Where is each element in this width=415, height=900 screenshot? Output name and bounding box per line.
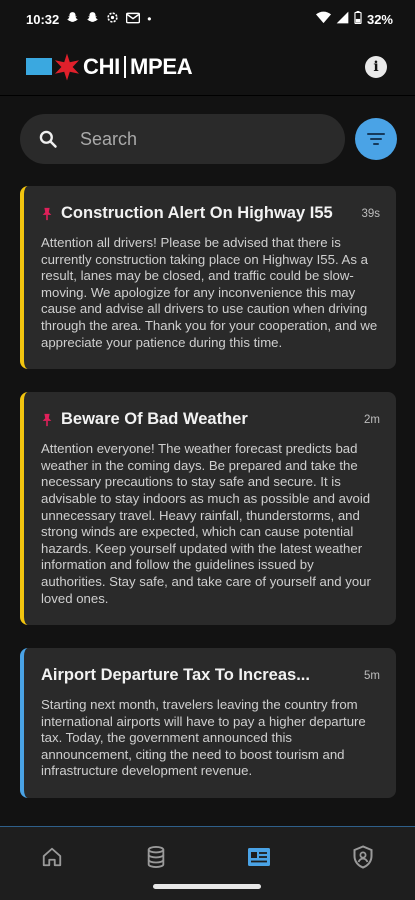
home-icon (41, 846, 63, 868)
nav-home[interactable] (32, 841, 72, 873)
search-icon (38, 129, 58, 149)
card-title-wrap (41, 666, 310, 685)
search-row (20, 113, 398, 165)
status-bar (0, 0, 415, 38)
logo-divider (124, 56, 126, 78)
mail-icon (126, 12, 140, 27)
card-header (41, 666, 380, 685)
logo-blue-box (26, 58, 52, 75)
cellular-icon (336, 11, 349, 27)
card-title: Beware Of Bad Weather (61, 410, 248, 429)
battery-percent: 32% (366, 11, 393, 27)
snapchat-icon (86, 11, 99, 27)
battery-icon (354, 11, 362, 27)
shield-user-icon (352, 845, 374, 869)
news-icon (247, 847, 271, 867)
nav-security[interactable] (343, 841, 383, 873)
card-body: Attention all drivers! Please be advised that there is currently construction taking place on Highway I55. As a result, lanes may be closed, and traffic could be slow-moving. We apologize for any inconvenience this may cause and advise all drivers to use caution when driving through the area. Thank you for your cooperation, and we appreciate your patience during this time. (41, 235, 378, 350)
star-icon (53, 53, 81, 81)
status-right (316, 11, 393, 27)
alert-card[interactable] (20, 392, 396, 625)
card-body: Starting next month, travelers leaving the country from international airports will have to pay a higher departure tax. Today, the government announced this announcement, citing the need to boost tourism and infrastructure development revenue. (41, 697, 366, 779)
snapchat-icon (66, 11, 79, 27)
database-icon (146, 846, 166, 868)
status-time: 10:32 (26, 11, 60, 27)
info-icon[interactable]: i (365, 56, 387, 78)
home-indicator[interactable] (153, 884, 261, 889)
card-title: Airport Departure Tax To Increas... (41, 666, 310, 685)
card-timestamp: 5m (364, 669, 380, 682)
news-card[interactable] (20, 648, 396, 798)
card-body: Attention everyone! The weather forecast predicts bad weather in the coming days. Be prepared and take the necessary precautions to stay safe and secure. It is advisable to stay indoors as much as possible and avoid unnecessary travel. Heavy rainfall, thunderstorms, and strong winds are expected, which can cause potential hazards. Keep yourself updated with the latest weather information and follow the guidelines issued by authorities. Stay safe, and take care of yourself and your loved ones. (41, 441, 371, 606)
search-input[interactable] (80, 129, 300, 150)
card-header (41, 410, 380, 429)
card-title-wrap (41, 204, 333, 223)
status-left (26, 11, 151, 27)
app-header (0, 38, 415, 96)
settings-icon (106, 11, 119, 27)
search-bar[interactable] (20, 114, 345, 164)
filter-button[interactable] (355, 118, 397, 160)
pin-icon (41, 413, 53, 427)
card-timestamp: 39s (361, 207, 380, 220)
status-dot: • (147, 12, 152, 26)
pin-icon (41, 207, 53, 221)
wifi-icon (316, 11, 331, 27)
card-title-wrap (41, 410, 248, 429)
nav-news[interactable] (239, 841, 279, 873)
nav-database[interactable] (136, 841, 176, 873)
chi-mpea-logo (26, 53, 192, 81)
card-timestamp: 2m (364, 413, 380, 426)
card-header (41, 204, 380, 223)
logo-text-mpea: MPEA (130, 53, 193, 79)
alerts-feed (20, 186, 396, 821)
logo-text-chi: CHI (83, 53, 120, 79)
card-title: Construction Alert On Highway I55 (61, 204, 333, 222)
filter-icon (366, 131, 386, 147)
alert-card[interactable] (20, 186, 396, 369)
